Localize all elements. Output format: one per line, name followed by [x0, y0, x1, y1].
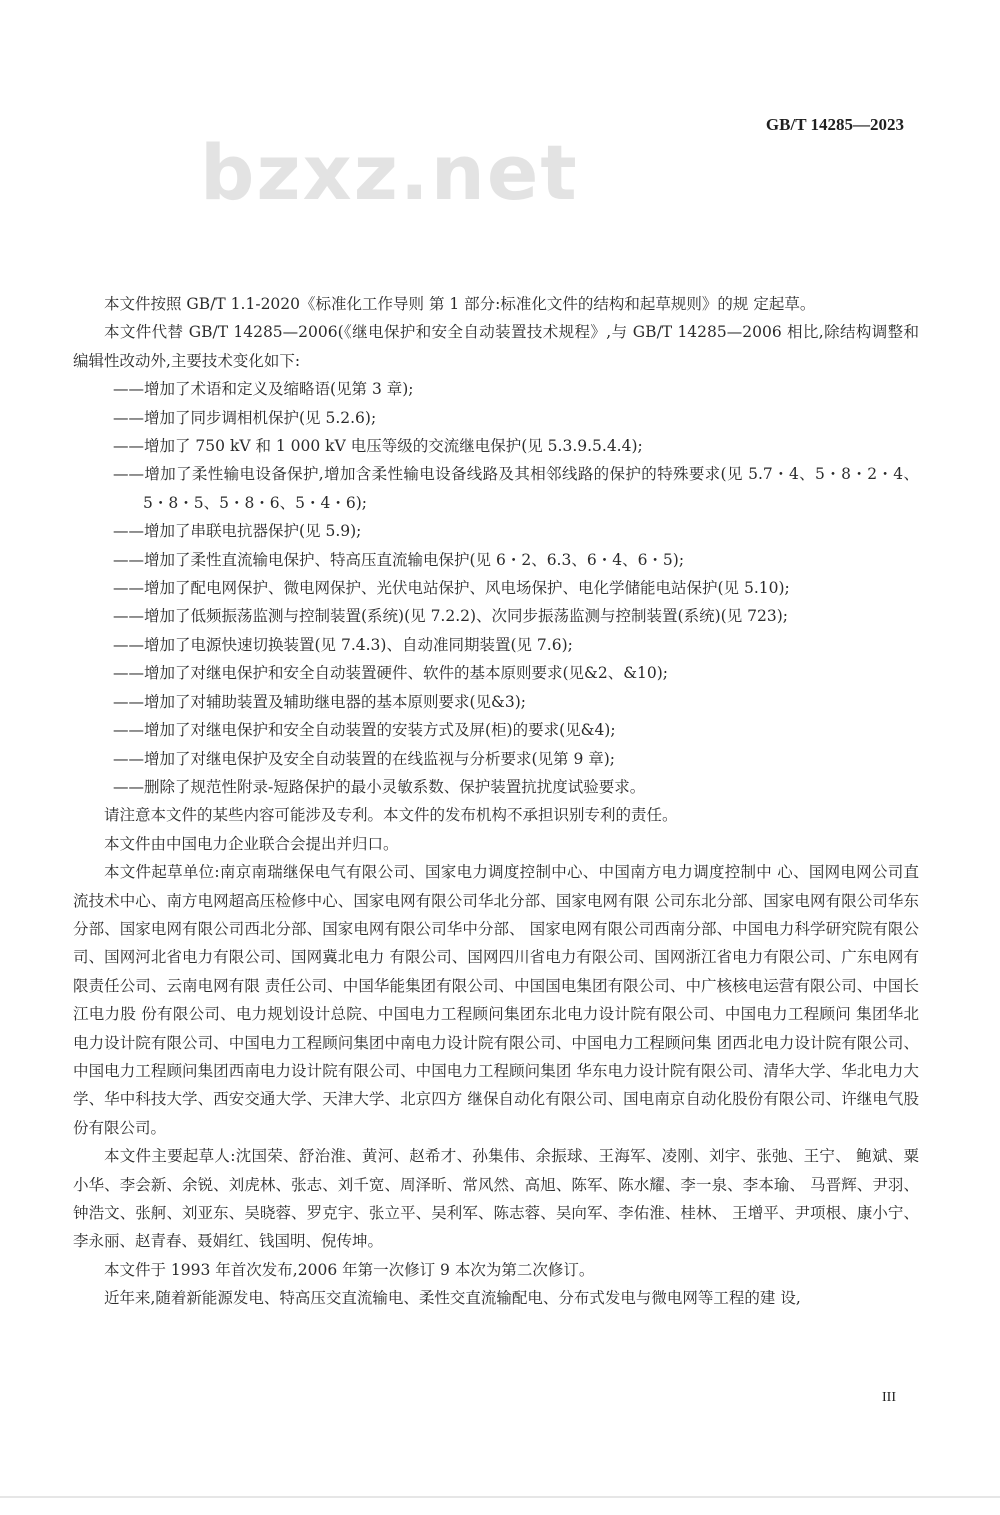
page-bottom-edge — [0, 1496, 1000, 1498]
list-item: ——增加了对继电保护和安全自动装置的安装方式及屏(柜)的要求(见&4); — [113, 721, 616, 740]
drafters-paragraph: 本文件主要起草人:沈国荣、舒治淮、黄河、赵希才、孙集伟、余振球、王海军、凌刚、刘宇、张弛、王宁、 鲍斌、粟小华、李会新、余锐、刘虎林、张志、刘千宽、周泽昕、常风然、高旭、陈军、陈水耀、李一泉、李本瑜、 马晋辉、尹羽、钟浩文、张舸、刘亚东、吴晓蓉、罗克宇、张立平、吴利军、陈志蓉、吴向军、李佑淮、桂林、 王增平、尹项根、康小宁、李永丽、赵青春、聂娟红、钱国明、倪传坤。 — [73, 1147, 919, 1251]
list-item: ——增加了电源快速切换装置(见 7.4.3)、自动准同期装置(见 7.6); — [113, 635, 573, 654]
list-item: ——增加了术语和定义及缩略语(见第 3 章); — [113, 380, 414, 399]
replacement-paragraph: 本文件代替 GB/T 14285—2006(《继电保护和安全自动装置技术规程》,与 GB/T 14285—2006 相比,除结构调整和编辑性改动外,主要技术变化如下: — [73, 323, 919, 370]
revision-history: 本文件于 1993 年首次发布,2006 年第一次修订 9 本次为第二次修订。 — [104, 1260, 595, 1279]
list-item: ——增加了配电网保护、微电网保护、光伏电站保护、风电场保护、电化学储能电站保护(见 5.10); — [113, 579, 790, 598]
page-number: III — [882, 1390, 896, 1405]
list-item: ——增加了对继电保护及安全自动装置的在线监视与分析要求(见第 9 章); — [113, 749, 616, 768]
document-code: GB/T 14285—2023 — [765, 115, 904, 134]
list-item: ——增加了对继电保护和安全自动装置硬件、软件的基本原则要求(见&2、&10); — [113, 664, 668, 683]
patent-notice: 请注意本文件的某些内容可能涉及专利。本文件的发布机构不承担识别专利的责任。 — [104, 806, 678, 825]
drafting-basis-paragraph: 本文件按照 GB/T 1.1-2020《标准化工作导则 第 1 部分:标准化文件的结构和起草规则》的规 定起草。 — [104, 295, 816, 313]
list-item: ——增加了柔性直流输电保护、特高压直流输电保护(见 6・2、6.3、6・4、6・5); — [113, 550, 685, 569]
proposer-statement: 本文件由中国电力企业联合会提出并归口。 — [104, 834, 399, 853]
list-item: ——增加了对辅助装置及辅助继电器的基本原则要求(见&3); — [113, 692, 526, 711]
list-item: ——增加了低频振荡监测与控制装置(系统)(见 7.2.2)、次同步振荡监测与控制装置(系统)(见 723); — [113, 607, 788, 626]
list-item: ——删除了规范性附录-短路保护的最小灵敏系数、保护装置抗扰度试验要求。 — [113, 777, 646, 796]
list-item: ——增加了串联电抗器保护(见 5.9); — [113, 522, 362, 541]
list-item: ——增加了柔性输电设备保护,增加含柔性输电设备线路及其相邻线路的保护的特殊要求(见 5.7・4、5・8・2・4、5・8・5、5・8・6、5・4・6); — [113, 465, 919, 512]
drafting-units-paragraph: 本文件起草单位:南京南瑞继保电气有限公司、国家电力调度控制中心、中国南方电力调度控制中 心、国网电网公司直流技术中心、南方电网超高压检修中心、国家电网有限公司华北分部、国家电网有限 公司东北分部、国家电网有限公司华东分部、国家电网有限公司西北分部、国家电网有限公司华中分部、 国家电网有限公司西南分部、中国电力科学研究院有限公司、国网河北省电力有限公司、国网冀北电力 有限公司、国网四川省电力有限公司、国网浙江省电力有限公司、广东电网有限责任公司、云南电网有限 责任公司、中国华能集团有限公司、中国国电集团有限公司、中广核核电运营有限公司、中国长江电力股 份有限公司、电力规划设计总院、中国电力工程顾问集团东北电力设计院有限公司、中国电力工程顾问 集团华北电力设计院有限公司、中国电力工程顾问集团中南电力设计院有限公司、中国电力工程顾问集 团西北电力设计院有限公司、中国电力工程顾问集团西南电力设计院有限公司、中国电力工程顾问集团 华东电力设计院有限公司、清华大学、华北电力大学、华中科技大学、西安交通大学、天津大学、北京四方 继保自动化有限公司、国电南京自动化股份有限公司、许继电气股份有限公司。 — [73, 863, 919, 1137]
foreword-body — [73, 290, 919, 1313]
list-item: ——增加了同步调相机保护(见 5.2.6); — [113, 408, 377, 427]
watermark: bzxz.net — [200, 128, 579, 217]
technical-changes-list — [73, 375, 919, 801]
background-paragraph: 近年来,随着新能源发电、特高压交直流输电、柔性交直流输配电、分布式发电与微电网等工程的建 设, — [104, 1289, 801, 1308]
list-item: ——增加了 750 kV 和 1 000 kV 电压等级的交流继电保护(见 5.3.9.5.4.4); — [113, 437, 643, 456]
